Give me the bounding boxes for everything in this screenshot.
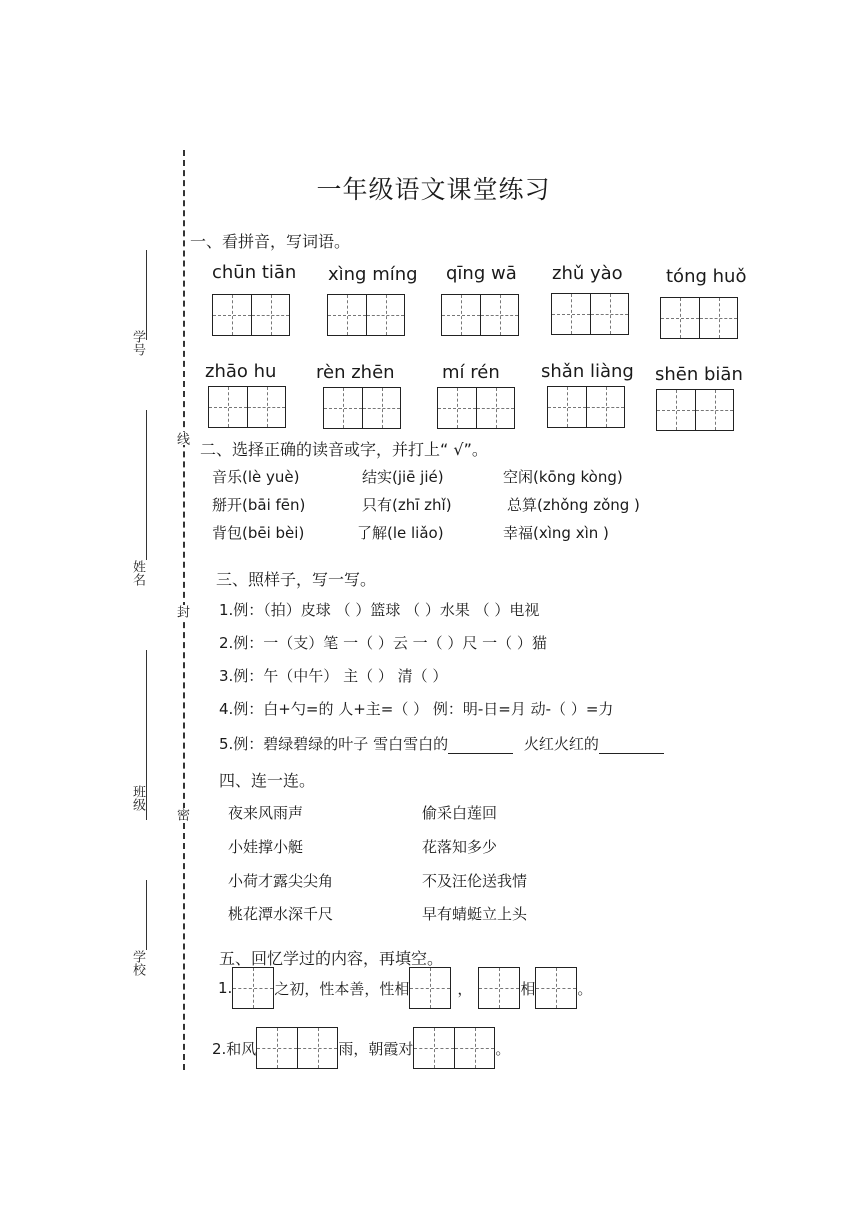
reading-item-2-1[interactable]: 掰开(bāi fēn)	[212, 496, 306, 514]
poem-right-1[interactable]: 偷采白莲回	[422, 804, 498, 822]
fill-1-text-1: 之初，性本善，性相	[274, 979, 410, 998]
exercise-3-2[interactable]: 2.例：一（支）笔 一（ ）云 一（ ）尺 一（ ）猫	[219, 634, 547, 652]
exercise-3-4[interactable]: 4.例：白+勺=的 人+主=（ ） 例：明-日=月 动-（ ）=力	[219, 700, 614, 718]
line-mark-xian: 线	[174, 432, 189, 445]
exercise-3-5	[219, 733, 664, 754]
school-label: 学校	[130, 950, 145, 976]
reading-item-2-2[interactable]: 只有(zhī zhǐ)	[362, 496, 452, 514]
reading-item-1-1[interactable]: 音乐(lè yuè)	[212, 468, 300, 486]
pinyin-2-1: zhāo hu	[205, 361, 277, 382]
reading-item-1-3[interactable]: 空闲(kōng kòng)	[503, 468, 623, 486]
char-grid-2-2[interactable]	[323, 387, 401, 429]
student-number-blank	[146, 250, 147, 340]
exercise-3-5-text-a: 5.例：碧绿碧绿的叶子 雪白雪白的	[219, 735, 449, 753]
pinyin-2-4: shǎn liàng	[541, 361, 634, 382]
section5-heading: 五、回忆学过的内容，再填空。	[219, 949, 444, 968]
poem-left-2[interactable]: 小娃撑小艇	[228, 838, 304, 856]
pinyin-1-3: qīng wā	[446, 263, 517, 284]
fill-1-text-4: 。	[577, 979, 593, 998]
fill-line-1	[218, 967, 592, 1009]
poem-right-2[interactable]: 花落知多少	[422, 838, 498, 856]
section3-heading: 三、照样子，写一写。	[216, 570, 377, 589]
poem-right-4[interactable]: 早有蜻蜓立上头	[422, 905, 528, 923]
fill-2-text-2: 。	[495, 1039, 511, 1058]
exercise-3-1[interactable]: 1.例：（拍）皮球 （ ）篮球 （ ）水果 （ ）电视	[219, 601, 540, 619]
fill-2-text-1: 雨，朝霞对	[338, 1039, 414, 1058]
char-grid-2-4[interactable]	[547, 386, 625, 428]
section4-heading: 四、连一连。	[219, 771, 316, 790]
fill-1-box-3[interactable]	[478, 967, 520, 1009]
poem-left-1[interactable]: 夜来风雨声	[228, 804, 304, 822]
pinyin-2-3: mí rén	[442, 362, 500, 383]
pinyin-1-4: zhǔ yào	[552, 263, 623, 284]
class-label: 班级	[130, 785, 145, 811]
fill-1-text-2: ，	[457, 979, 473, 998]
exercise-3-5-text-b: 火红火红的	[523, 735, 599, 753]
student-number-label: 学号	[130, 330, 145, 356]
line-mark-feng: 封	[174, 605, 189, 618]
poem-left-4[interactable]: 桃花潭水深千尺	[228, 905, 334, 923]
reading-item-3-2[interactable]: 了解(le liǎo)	[357, 524, 444, 542]
section2-heading: 二、选择正确的读音或字，并打上“ √”。	[200, 440, 488, 459]
pinyin-1-5: tóng huǒ	[666, 266, 747, 287]
line-mark-mi: 密	[174, 808, 189, 821]
char-grid-2-1[interactable]	[208, 386, 286, 428]
name-blank	[146, 410, 147, 560]
reading-item-3-3[interactable]: 幸福(xìng xìn )	[503, 524, 609, 542]
pinyin-2-2: rèn zhēn	[316, 362, 395, 383]
exercise-3-3[interactable]: 3.例：午（中午） 主（ ） 清（ ）	[219, 667, 448, 685]
class-blank	[146, 650, 147, 820]
poem-left-3[interactable]: 小荷才露尖尖角	[228, 872, 334, 890]
char-grid-1-5[interactable]	[660, 297, 738, 339]
reading-item-3-1[interactable]: 背包(bēi bèi)	[212, 524, 305, 542]
page-title: 一年级语文课堂练习	[316, 175, 551, 204]
name-label: 姓名	[130, 560, 145, 586]
exercise-3-5-blank-1[interactable]	[448, 739, 513, 754]
char-grid-2-3[interactable]	[437, 387, 515, 429]
fill-1-box-4[interactable]	[535, 967, 577, 1009]
fill-2-box-1[interactable]	[256, 1027, 338, 1069]
fill-2-number: 2.和风	[212, 1039, 257, 1058]
fill-1-text-3: 相	[520, 979, 536, 998]
fill-1-box-1[interactable]	[232, 967, 274, 1009]
pinyin-1-2: xìng míng	[328, 264, 418, 285]
fill-2-box-2[interactable]	[413, 1027, 495, 1069]
section1-heading: 一、看拼音，写词语。	[190, 232, 351, 251]
fill-1-number: 1.	[218, 979, 233, 997]
fill-line-2	[212, 1027, 510, 1069]
exercise-3-5-blank-2[interactable]	[599, 739, 664, 754]
poem-right-3[interactable]: 不及汪伦送我情	[422, 872, 528, 890]
char-grid-2-5[interactable]	[656, 389, 734, 431]
fill-1-box-2[interactable]	[409, 967, 451, 1009]
char-grid-1-1[interactable]	[212, 294, 290, 336]
char-grid-1-2[interactable]	[327, 294, 405, 336]
reading-item-1-2[interactable]: 结实(jiē jié)	[362, 468, 444, 486]
pinyin-2-5: shēn biān	[655, 364, 743, 385]
pinyin-1-1: chūn tiān	[212, 262, 297, 283]
char-grid-1-3[interactable]	[441, 294, 519, 336]
char-grid-1-4[interactable]	[551, 293, 629, 335]
school-blank	[146, 880, 147, 950]
reading-item-2-3[interactable]: 总算(zhǒng zǒng )	[507, 496, 640, 514]
